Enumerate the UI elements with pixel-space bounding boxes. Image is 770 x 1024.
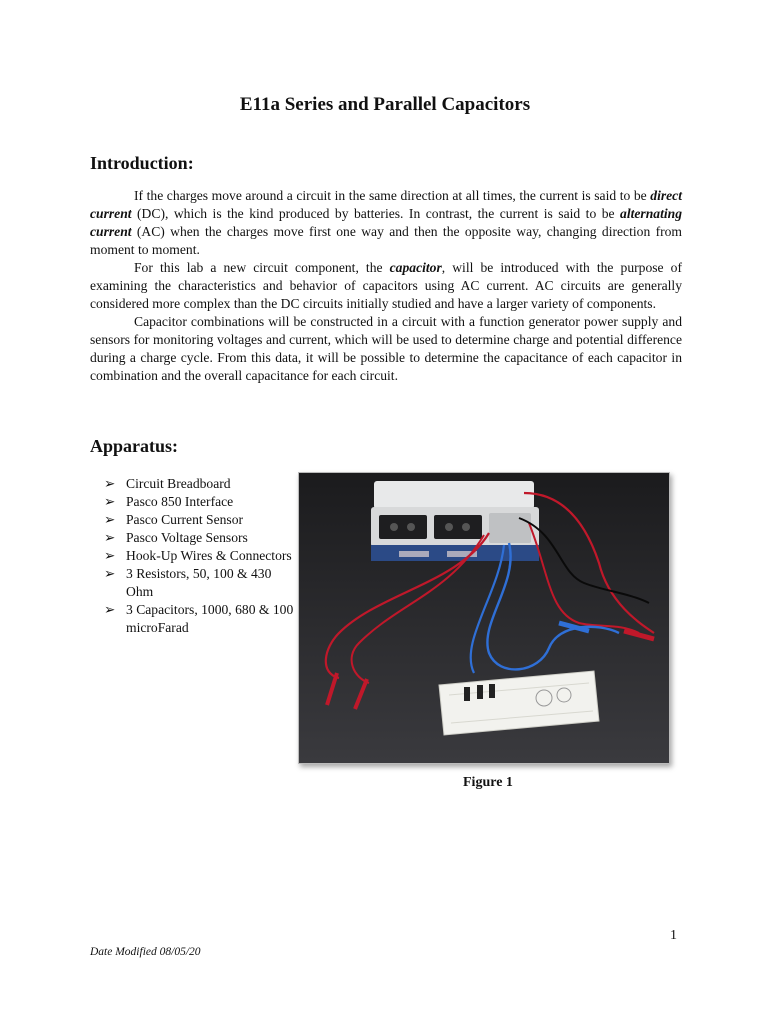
list-item-label: Circuit Breadboard xyxy=(126,476,231,491)
apparatus-list xyxy=(104,475,294,637)
list-item-label: Hook-Up Wires & Connectors xyxy=(126,548,292,563)
list-item xyxy=(104,565,294,601)
apparatus-heading: Apparatus: xyxy=(90,436,179,456)
intro-text: , will be introduced with the purpose of examining the characteristics and behavior of capacitors using AC current. AC circuits are generally considered more complex than the DC circuits initially studied and have a larger variety of components. xyxy=(90,260,682,311)
figure-caption: Figure 1 xyxy=(463,775,513,790)
list-item xyxy=(104,529,294,547)
arrowhead-bullet-icon: ➢ xyxy=(104,530,116,545)
intro-text: If the charges move around a circuit in the same direction at all times, the current is said to be xyxy=(134,188,651,203)
footer-date-modified: Date Modified 08/05/20 xyxy=(90,946,201,958)
list-item-label: Pasco Voltage Sensors xyxy=(126,530,248,545)
introduction-heading: Introduction: xyxy=(90,153,194,173)
intro-text: For this lab a new circuit component, the xyxy=(134,260,390,275)
list-item xyxy=(104,547,294,565)
list-item xyxy=(104,601,294,637)
apparatus-photo xyxy=(298,472,670,764)
page-number: 1 xyxy=(670,928,677,943)
list-item xyxy=(104,511,294,529)
term-capacitor: capacitor xyxy=(389,260,442,275)
introduction-body xyxy=(90,187,682,385)
list-item xyxy=(104,493,294,511)
apparatus-photo-illustration xyxy=(299,473,669,763)
arrowhead-bullet-icon: ➢ xyxy=(104,602,116,617)
intro-paragraph-3: Capacitor combinations will be constructed in a circuit with a function generator power supply and sensors for monitoring voltages and current, which will be used to determine charge and potential difference during a charge cycle. From this data, it will be possible to determine the capacitance of each capacitor in combination and the overall capacitance for each circuit. xyxy=(90,314,682,383)
arrowhead-bullet-icon: ➢ xyxy=(104,512,116,527)
intro-text: (DC), which is the kind produced by batteries. In contrast, the current is said to be xyxy=(131,206,621,221)
term-direct-current: direct current xyxy=(90,188,682,221)
list-item-label: Pasco Current Sensor xyxy=(126,512,244,527)
page-title: E11a Series and Parallel Capacitors xyxy=(239,94,531,115)
list-item-label: 3 Resistors, 50, 100 & 430 Ohm xyxy=(126,566,272,599)
list-item-label: Pasco 850 Interface xyxy=(126,494,234,509)
arrowhead-bullet-icon: ➢ xyxy=(104,494,116,509)
list-item-label: 3 Capacitors, 1000, 680 & 100 microFarad xyxy=(126,602,294,635)
intro-paragraph-2 xyxy=(90,259,682,313)
term-alternating-current: alternating current xyxy=(90,206,682,239)
arrowhead-bullet-icon: ➢ xyxy=(104,476,116,491)
intro-paragraph-1 xyxy=(90,187,682,259)
arrowhead-bullet-icon: ➢ xyxy=(104,548,116,563)
arrowhead-bullet-icon: ➢ xyxy=(104,566,116,581)
list-item xyxy=(104,475,294,493)
intro-text: (AC) when the charges move first one way and then the opposite way, changing direction from moment to moment. xyxy=(90,224,682,257)
